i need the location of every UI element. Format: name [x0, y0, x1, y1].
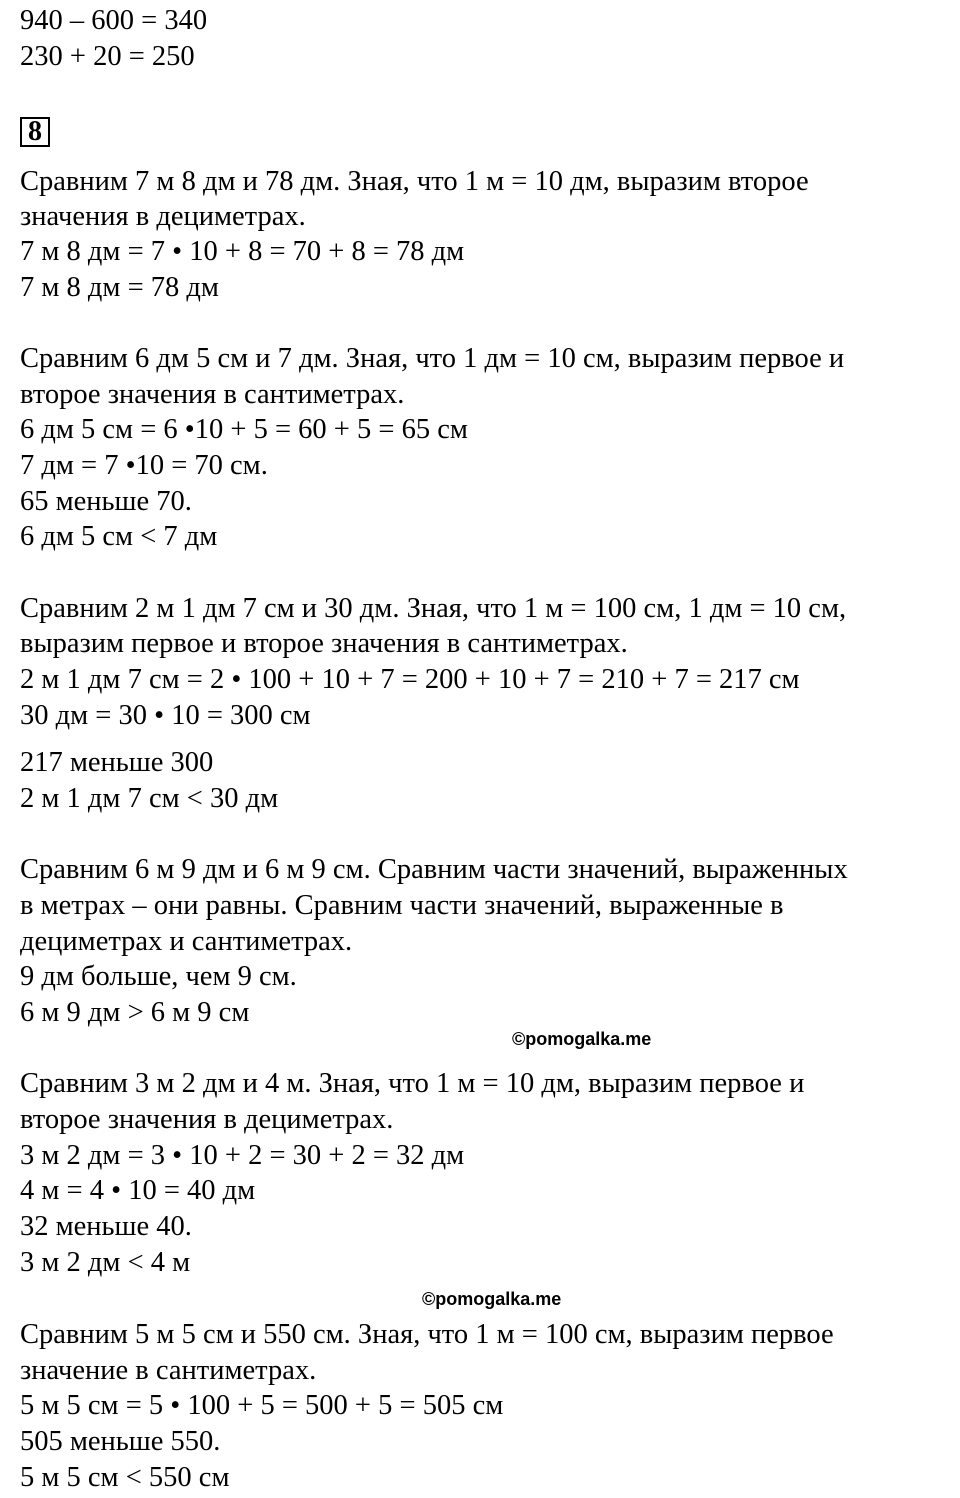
block-3-line-1: Сравним 2 м 1 дм 7 см и 30 дм. Зная, что 1 м = 100 см, 1 дм = 10 см, — [20, 593, 847, 624]
block-5-line-5: 32 меньше 40. — [20, 1211, 192, 1242]
block-4-line-5: 6 м 9 дм > 6 м 9 см — [20, 997, 250, 1028]
block-2-line-6: 6 дм 5 см < 7 дм — [20, 521, 218, 552]
block-5-line-4: 4 м = 4 • 10 = 40 дм — [20, 1175, 256, 1206]
block-2-line-3: 6 дм 5 см = 6 •10 + 5 = 60 + 5 = 65 см — [20, 414, 468, 445]
block-5-line-3: 3 м 2 дм = 3 • 10 + 2 = 30 + 2 = 32 дм — [20, 1140, 465, 1171]
block-3-line-3: 2 м 1 дм 7 см = 2 • 100 + 10 + 7 = 200 + 10 + 7 = 210 + 7 = 217 см — [20, 664, 800, 695]
block-3-line-5: 217 меньше 300 — [20, 747, 214, 778]
block-5-line-2: второе значения в дециметрах. — [20, 1104, 394, 1135]
block-6-line-5: 5 м 5 см < 550 см — [20, 1462, 230, 1493]
intro-line-1: 940 – 600 = 340 — [20, 5, 208, 36]
block-4-line-3: дециметрах и сантиметрах. — [20, 926, 353, 957]
block-6-line-1: Сравним 5 м 5 см и 550 см. Зная, что 1 м = 100 см, выразим первое — [20, 1319, 834, 1350]
block-4-line-2: в метрах – они равны. Сравним части значений, выраженные в — [20, 890, 784, 921]
block-6-line-4: 505 меньше 550. — [20, 1426, 221, 1457]
block-1-line-3: 7 м 8 дм = 7 • 10 + 8 = 70 + 8 = 78 дм — [20, 236, 465, 267]
block-2-line-4: 7 дм = 7 •10 = 70 см. — [20, 450, 268, 481]
watermark-1: ©pomogalka.me — [512, 1029, 652, 1049]
intro-line-2: 230 + 20 = 250 — [20, 41, 195, 72]
block-2-line-2: второе значения в сантиметрах. — [20, 379, 405, 410]
block-5-line-6: 3 м 2 дм < 4 м — [20, 1247, 191, 1278]
task-number-box: 8 — [20, 117, 50, 147]
block-3-line-2: выразим первое и второе значения в сантиметрах. — [20, 628, 628, 659]
block-4-line-4: 9 дм больше, чем 9 см. — [20, 961, 297, 992]
block-1-line-2: значения в дециметрах. — [20, 201, 306, 232]
block-5-line-1: Сравним 3 м 2 дм и 4 м. Зная, что 1 м = 10 дм, выразим первое и — [20, 1068, 805, 1099]
block-6-line-3: 5 м 5 см = 5 • 100 + 5 = 500 + 5 = 505 см — [20, 1390, 504, 1421]
block-1-line-4: 7 м 8 дм = 78 дм — [20, 272, 219, 303]
block-2-line-1: Сравним 6 дм 5 см и 7 дм. Зная, что 1 дм = 10 см, выразим первое и — [20, 343, 845, 374]
block-2-line-5: 65 меньше 70. — [20, 486, 192, 517]
block-3-line-6: 2 м 1 дм 7 см < 30 дм — [20, 783, 279, 814]
block-3-line-4: 30 дм = 30 • 10 = 300 см — [20, 700, 311, 731]
watermark-2: ©pomogalka.me — [422, 1289, 562, 1309]
block-4-line-1: Сравним 6 м 9 дм и 6 м 9 см. Сравним части значений, выраженных — [20, 854, 848, 885]
block-6-line-2: значение в сантиметрах. — [20, 1355, 317, 1386]
block-1-line-1: Сравним 7 м 8 дм и 78 дм. Зная, что 1 м = 10 дм, выразим второе — [20, 166, 809, 197]
